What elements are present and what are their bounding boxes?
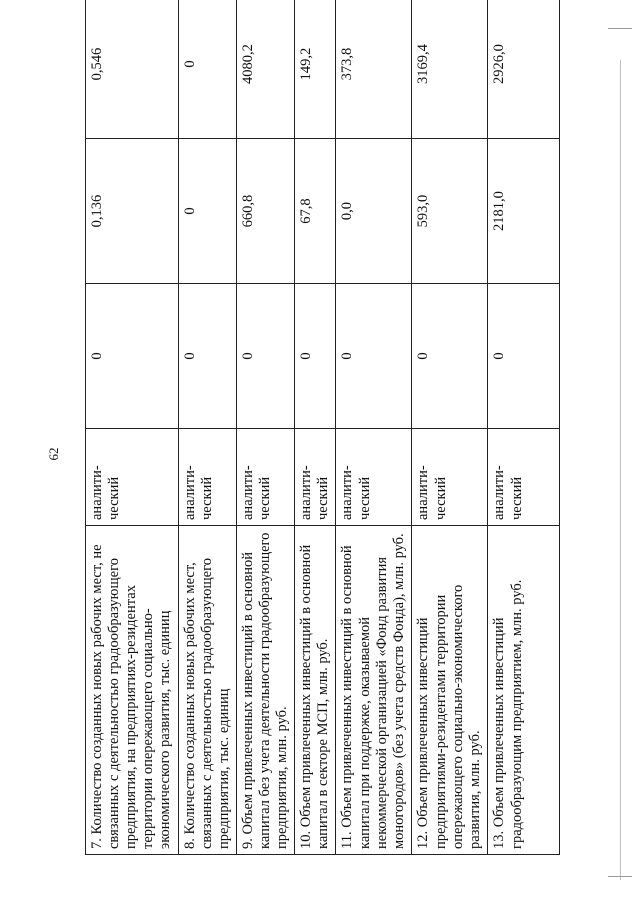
binding-mark-top [608,28,632,29]
calculation-method: аналити-ческий [86,429,179,526]
indicator-name: 11. Объем привлеченных инвестиций в основной капитал при поддержке, оказываемой некоммерческой организацией «Фонд развития моногородов» (без учета средств Фонда), млн. руб. [336,526,412,855]
value-3: 4080,2 [236,0,294,139]
indicator-name: 12. Объем привлеченных инвестиций предприятиями-резидентами территории опережающего социально-экономического развития, млн. руб. [412,526,488,855]
table-row [412,0,488,855]
indicator-name: 7. Количество созданных новых рабочих мест, не связанных с деятельностью градообразующего предприятия, на предприятиях-резидентах территории опережающего социально-экономического развития, тыс. единиц [86,526,179,855]
value-3: 0,546 [86,0,179,139]
table-row [86,0,179,855]
value-2: 593,0 [412,139,488,284]
indicators-table-rotated [85,45,545,855]
indicator-name: 9. Объем привлеченных инвестиций в основной капитал без учета деятельности градообразующего предприятия, млн. руб. [236,526,294,855]
value-3: 3169,4 [412,0,488,139]
value-1: 0 [86,284,179,429]
calculation-method: аналити-ческий [236,429,294,526]
table-row [295,0,336,855]
value-2: 0,0 [336,139,412,284]
value-2: 2181,0 [488,139,560,284]
binding-line [620,60,621,880]
table-row [488,0,560,855]
calculation-method: аналити-ческий [488,429,560,526]
value-3: 149,2 [295,0,336,139]
calculation-method: аналити-ческий [295,429,336,526]
value-1: 0 [412,284,488,429]
value-1: 0 [236,284,294,429]
value-2: 0 [178,139,236,284]
indicators-table [85,0,560,855]
value-1: 0 [295,284,336,429]
value-3: 373,8 [336,0,412,139]
calculation-method: аналити-ческий [336,429,412,526]
table-row [336,0,412,855]
value-1: 0 [178,284,236,429]
value-2: 660,8 [236,139,294,284]
table-row [178,0,236,855]
calculation-method: аналити-ческий [178,429,236,526]
value-3: 2926,0 [488,0,560,139]
table-row [236,0,294,855]
binding-mark-bottom [608,876,632,877]
indicator-name: 13. Объем привлеченных инвестиций градообразующим предприятием, млн. руб. [488,526,560,855]
value-2: 0,136 [86,139,179,284]
value-1: 0 [336,284,412,429]
page-number: 62 [46,447,61,461]
indicator-name: 8. Количество созданных новых рабочих мест, связанных с деятельностью градообразующего предприятия, тыс. единиц [178,526,236,855]
value-2: 67,8 [295,139,336,284]
value-1: 0 [488,284,560,429]
indicator-name: 10. Объем привлеченных инвестиций в основной капитал в секторе МСП, млн. руб. [295,526,336,855]
value-3: 0 [178,0,236,139]
calculation-method: аналити-ческий [412,429,488,526]
